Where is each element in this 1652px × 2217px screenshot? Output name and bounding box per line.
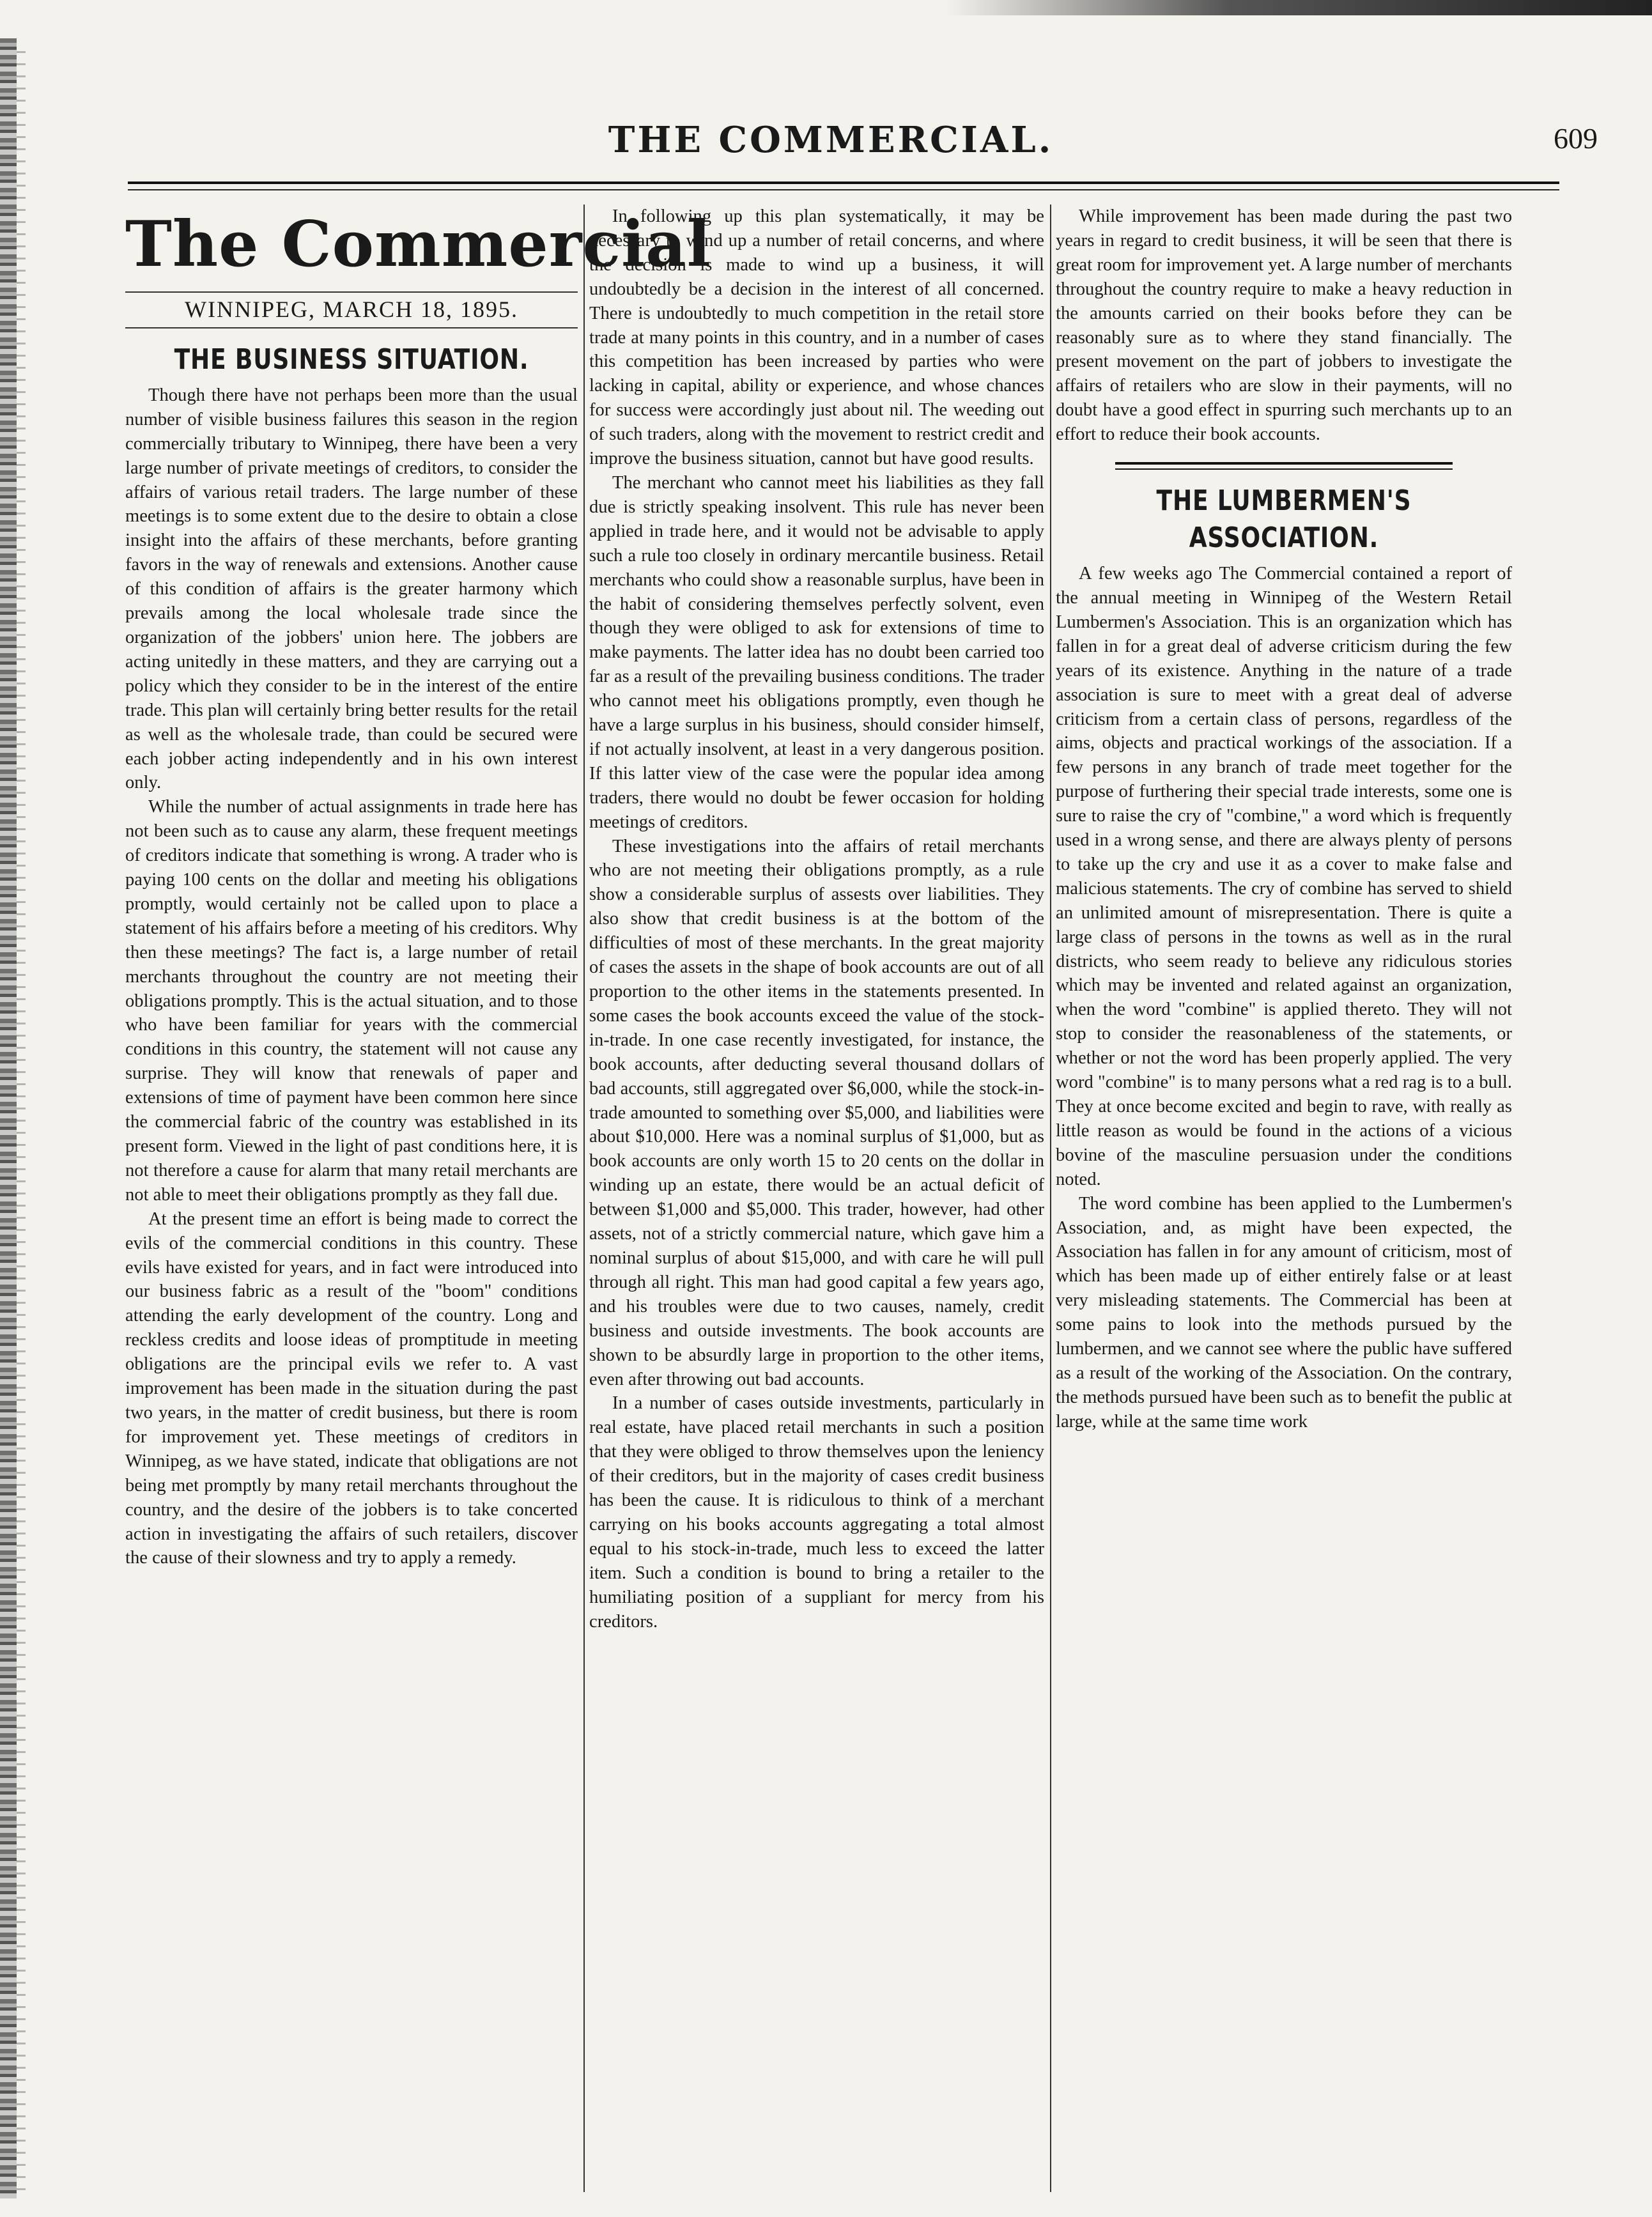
column-separator-2	[1050, 205, 1051, 2192]
article-paragraph: At the present time an effort is being made to correct the evils of the commercial conditions in this country. These evils have existed for years, and in fact were introduced into our business fabric as a result of the "boom" conditions attending the early development of the country. Long and reckless credits and loose ideas of promptitude in meeting obligations are the principal evils we refer to. A vast improvement has been made in the situation during the past two years, in the matter of credit business, but there is room for improvement yet. These meetings of creditors in Winnipeg, as we have stated, indicate that obligations are not being met promptly by many retail merchants throughout the country, and the desire of the jobbers is to take concerted action in investigating the affairs of such retailers, discover the cause of their slowness and try to apply a remedy.	[125, 1209, 578, 1568]
page-number: 609	[1554, 122, 1598, 155]
article-heading-lumbermens-association: THE LUMBERMEN'S ASSOCIATION.	[1156, 484, 1412, 555]
dateline: WINNIPEG, MARCH 18, 1895.	[125, 291, 578, 328]
column-separator-1	[583, 205, 585, 2192]
article-paragraph: The word combine has been applied to the Lumbermen's Association, and, as might have been expected, the Association has fallen in for any amount of criticism, most of which has been made up of either entirely false or at least very misleading statements. The Commercial has been at some pains to look into the methods pursued by the lumbermen, and we cannot see where the public have suffered as a result of the working of the Association. On the contrary, the methods pursued have been such as to benefit the public at large, while at the same time work	[1056, 1193, 1512, 1432]
running-head-title: THE COMMERCIAL.	[608, 119, 1054, 161]
article-paragraph: In following up this plan systematically, it may be necessary to wind up a number of retail concerns, and where the decision is made to wind up a business, it will undoubtedly be a decision in the interest of all concerned. There is undoubtedly to much competition in the retail store trade at many points in this country, and in a number of cases this competition has been increased by parties who were lacking in capital, ability or experience, and whose chances for success were accordingly just about nil. The weeding out of such traders, along with the movement to restrict credit and improve the business situation, cannot but have good results.	[589, 206, 1044, 469]
header-rule-thin	[128, 189, 1559, 190]
column-2	[589, 205, 1044, 2205]
article-paragraph: A few weeks ago The Commercial contained a report of the annual meeting in Winnipeg of the Western Retail Lumbermen's Association. This is an organization which has fallen in for a great deal of adverse criticism during the few years of its existence. Anything in the nature of a trade association is sure to meet with a great deal of adverse criticism from a certain class of persons, regardless of the aims, objects and practical workings of the association. If a few persons in any branch of trade meet together for the purpose of furthering their special trade interests, some one is sure to raise the cry of "combine," a word which is frequently used in a wrong sense, and there are always plenty of persons to take up the cry and use it as a cover to make false and malicious statements. The cry of combine has served to shield an unlimited amount of misrepresentation. There is quite a large class of persons in the towns as well as in the rural districts, who seem ready to believe any ridiculous stories which may be invented and related against an organization, when the word "combine" is applied thereto. They will not stop to consider the reasonableness of the statements, or whether or not the word has been properly applied. The very word "combine" is to many persons what a red rag is to a bull. They at once become excited and begin to rave, with really as little reason as would be found in the actions of a vicious bovine of the masculine persuasion under the conditions noted.	[1056, 564, 1512, 1189]
article-paragraph: In a number of cases outside investments, particularly in real estate, have placed retail merchants in such a position that they were obliged to throw themselves upon the leniency of their creditors, but in the majority of cases credit business has been the cause. It is ridiculous to think of a merchant carrying on his books accounts aggregating a total almost equal to his stock-in-trade, much less to exceed the latter item. Such a condition is bound to bring a retailer to the humiliating position of a suppliant for mercy from his creditors.	[589, 1393, 1044, 1632]
article-paragraph: The merchant who cannot meet his liabilities as they fall due is strictly speaking insolvent. This rule has never been applied in trade here, and it would not be advisable to apply such a rule too closely in ordinary mercantile business. Retail merchants who could show a reasonable surplus, have been in the habit of considering themselves perfectly solvent, even though they were obliged to ask for extensions of time to make payments. The latter idea has no doubt been carried too far as a result of the prevailing business conditions. The trader who cannot meet his obligations promptly, even though he have a large surplus in his business, should consider himself, if not actually insolvent, at least in a very dangerous position. If this latter view of the case were the popular idea among traders, there would no doubt be fewer occasion for holding meetings of creditors.	[589, 472, 1044, 832]
column-1	[125, 205, 712, 2205]
article-paragraph: Though there have not perhaps been more than the usual number of visible business failures this season in the region commercially tributary to Winnipeg, there have been a very large number of private meetings of creditors, to consider the affairs of various retail traders. The large number of these meetings is to some extent due to the desire to obtain a close insight into the affairs of these merchants, before granting favors in the way of renewals and extensions. Another cause of this condition of affairs is the greater harmony which prevails among the local wholesale trade since the organization of the jobbers' union here. The jobbers are acting unitedly in these matters, and they are carrying out a policy which they consider to be in the interest of the entire trade. This plan will certainly bring better results for the retail as well as the wholesale trade, than could be secured were each jobber acting independently and in his own interest only.	[125, 385, 578, 793]
article-paragraph: While improvement has been made during the past two years in regard to credit business, it will be seen that there is great room for improvement yet. A large number of merchants throughout the country require to make a heavy reduction in the amounts carried on their books before they can be reasonably sure as to where they stand financially. The present movement on the part of jobbers to investigate the affairs of retailers who are slow in their payments, will no doubt have a good effect in spurring such merchants up to an effort to reduce their book accounts.	[1056, 206, 1512, 445]
scan-binding-shadow	[17, 51, 26, 2198]
article-divider	[1115, 462, 1453, 470]
masthead: The Commercial	[125, 208, 712, 281]
running-head	[26, 119, 1636, 164]
article-heading-business-situation: THE BUSINESS SITUATION.	[174, 343, 529, 376]
header-rule	[128, 182, 1559, 184]
article-paragraph: While the number of actual assignments in trade here has not been such as to cause any alarm, these frequent meetings of creditors indicate that something is wrong. A trader who is paying 100 cents on the dollar and meeting his obligations promptly, would certainly not be called upon to place a statement of his affairs before a meeting of his creditors. Why then these meetings? The fact is, a large number of retail merchants throughout the country are not meeting their obligations promptly. This is the actual situation, and to those who have been familiar for years with the commercial conditions in this country, the statement will not cause any surprise. They will know that renewals of paper and extensions of time of payment have been common here since the commercial fabric of the country was established in its present form. Viewed in the light of past conditions here, it is not therefore a cause for alarm that many retail merchants are not able to meet their obligations promptly as they fall due.	[125, 797, 578, 1205]
article-paragraph: These investigations into the affairs of retail merchants who are not meeting their obligations promptly, as a rule show a considerable surplus of assests over liabilities. They also show that credit business is at the bottom of the difficulties of most of these merchants. In the great majority of cases the assets in the shape of book accounts are out of all proportion to the other items in the statements presented. In some cases the book accounts exceed the value of the stock-in-trade. In one case recently investigated, for instance, the book accounts, after deducting several thousand dollars of bad accounts, still aggregated over $6,000, while the stock-in-trade amounted to something over $5,000, and liabilities were about $10,000. Here was a nominal surplus of $1,000, but as book accounts are only worth 15 to 20 cents on the dollar in winding up an estate, there would be an actual deficit of between $1,000 and $5,000. This trader, however, had other assets, not of a strictly commercial nature, which gave him a nominal surplus of about $15,000, and with care he will pull through all right. This man had good capital a few years ago, and his troubles were due to two causes, namely, credit business and outside investments. The book accounts are shown to be absurdly large in proportion to the other items, even after throwing out bad accounts.	[589, 836, 1044, 1389]
scan-top-band	[946, 0, 1652, 15]
column-3	[1056, 205, 1512, 2205]
scan-binding-edge	[0, 38, 17, 2198]
